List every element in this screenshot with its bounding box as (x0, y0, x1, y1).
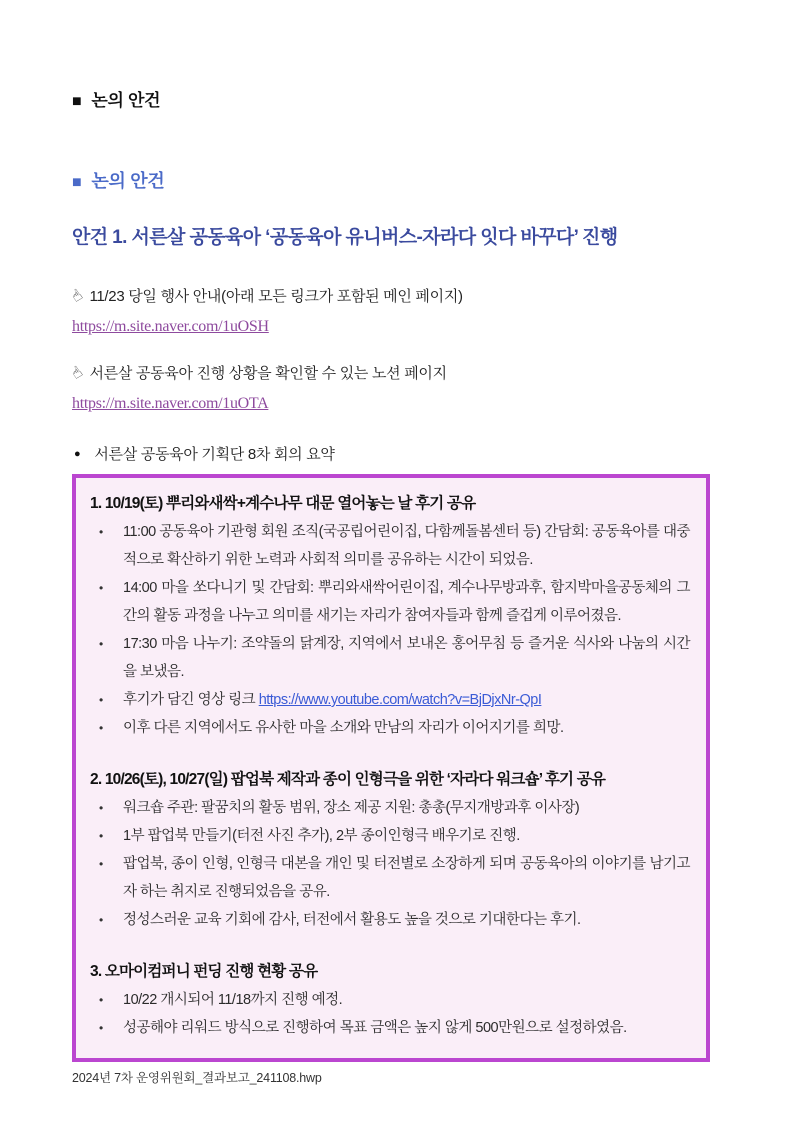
summary-section-2 (90, 766, 690, 934)
list-item (90, 686, 690, 714)
list-item (90, 906, 690, 934)
list-item (90, 714, 690, 742)
section-heading-black (72, 90, 708, 113)
bullet-icon: • (99, 693, 103, 707)
list-item (90, 518, 690, 574)
bullet-icon: • (99, 721, 103, 735)
bullet-icon: • (99, 801, 103, 815)
item-text: 17:30 마음 나누기: 조약돌의 닭계장, 지역에서 보내온 홍어무침 등 즐거운 식사와 나눔의 시간을 보냈음. (123, 636, 690, 680)
pointing-hand-icon: ☝ (67, 362, 86, 384)
youtube-video-link[interactable]: https://www.youtube.com/watch?v=BjDjxNr-QpI (258, 692, 542, 708)
bullet-icon: • (99, 829, 103, 843)
bullet-icon: • (99, 1021, 103, 1035)
meeting-summary-label: 서른살 공동육아 기획단 8차 회의 요약 (94, 446, 335, 463)
list-item (90, 574, 690, 630)
item-text: 10/22 개시되어 11/18까지 진행 예정. (123, 992, 343, 1008)
agenda-title: 안건 1. 서른살 공동육아 ‘공동육아 유니버스-자라다 잇다 바꾸다’ 진행 (72, 227, 618, 248)
list-item (90, 794, 690, 822)
dot-bullet-icon: ● (74, 448, 81, 460)
section-heading-black-label: 논의 안건 (91, 91, 161, 110)
summary-section-1 (90, 490, 690, 742)
section-heading-blue-label: 논의 안건 (91, 171, 165, 191)
item-text: 성공해야 리워드 방식으로 진행하여 목표 금액은 높지 않게 500만원으로 설정하였음. (123, 1020, 627, 1036)
bullet-icon: • (99, 913, 103, 927)
item-text: 1부 팝업북 만들기(터전 사진 추가), 2부 종이인형극 배우기로 진행. (123, 828, 520, 844)
summary-section-1-list (90, 518, 690, 742)
list-item (90, 850, 690, 906)
item-text: 11:00 공동육아 기관형 회원 조직(국공립어린이집, 다함께돌봄센터 등) 간담회: 공동육아를 대중적으로 확산하기 위한 노력과 사회적 의미를 공유하는 시간이 되었음. (123, 524, 690, 568)
item-text: 정성스러운 교육 기회에 감사, 터전에서 활용도 높을 것으로 기대한다는 후기. (123, 912, 581, 928)
list-item (90, 1014, 690, 1042)
summary-section-3-list (90, 986, 690, 1042)
item-text: 이후 다른 지역에서도 유사한 마을 소개와 만남의 자리가 이어지기를 희망. (123, 720, 564, 736)
item-text: 14:00 마을 쏘다니기 및 간담회: 뿌리와새싹어린이집, 계수나무방과후, 함지박마을공동체의 그간의 활동 과정을 나누고 의미를 새기는 자리가 참여자들과 함께 즐겁게 이루어졌음. (123, 580, 690, 624)
section-heading-blue (72, 169, 708, 195)
blue-square-icon: ■ (72, 174, 82, 191)
bullet-icon: • (99, 993, 103, 1007)
summary-section-2-title: 2. 10/26(토), 10/27(일) 팝업북 제작과 종이 인형극을 위한 ‘자라다 워크숍’ 후기 공유 (90, 771, 606, 788)
document-filename: 2024년 7차 운영위원회_결과보고_241108.hwp (72, 1071, 322, 1085)
naver-main-page-link[interactable]: https://m.site.naver.com/1uOSH (72, 318, 269, 335)
summary-section-3-title: 3. 오마이컴퍼니 펀딩 진행 현황 공유 (90, 963, 318, 980)
note-notion-page-label: 서른살 공동육아 진행 상황을 확인할 수 있는 노션 페이지 (89, 365, 447, 382)
black-square-icon: ■ (72, 93, 82, 110)
meeting-summary-line (72, 443, 708, 466)
pointing-hand-icon: ☝ (67, 285, 86, 307)
bullet-icon: • (99, 525, 103, 539)
list-item (90, 822, 690, 850)
summary-section-3 (90, 958, 690, 1042)
bullet-icon: • (99, 637, 103, 651)
naver-notion-page-link[interactable]: https://m.site.naver.com/1uOTA (72, 395, 269, 412)
item-text: 후기가 담긴 영상 링크 (123, 692, 259, 708)
note-notion-page (67, 362, 708, 415)
bullet-icon: • (99, 581, 103, 595)
list-item (90, 986, 690, 1014)
bullet-icon: • (99, 857, 103, 871)
note-event-info (67, 285, 708, 338)
item-text: 워크숍 주관: 팔꿈치의 활동 범위, 장소 제공 지원: 총총(무지개방과후 이사장) (123, 800, 580, 816)
summary-section-2-list (90, 794, 690, 934)
item-text: 팝업북, 종이 인형, 인형극 대본을 개인 및 터전별로 소장하게 되며 공동육아의 이야기를 남기고자 하는 취지로 진행되었음을 공유. (123, 856, 690, 900)
summary-section-1-title: 1. 10/19(토) 뿌리와새싹+계수나무 대문 열어놓는 날 후기 공유 (90, 495, 476, 512)
list-item (90, 630, 690, 686)
meeting-summary-box (72, 474, 710, 1062)
note-event-info-label: 11/23 당일 행사 안내(아래 모든 링크가 포함된 메인 페이지) (89, 288, 463, 305)
